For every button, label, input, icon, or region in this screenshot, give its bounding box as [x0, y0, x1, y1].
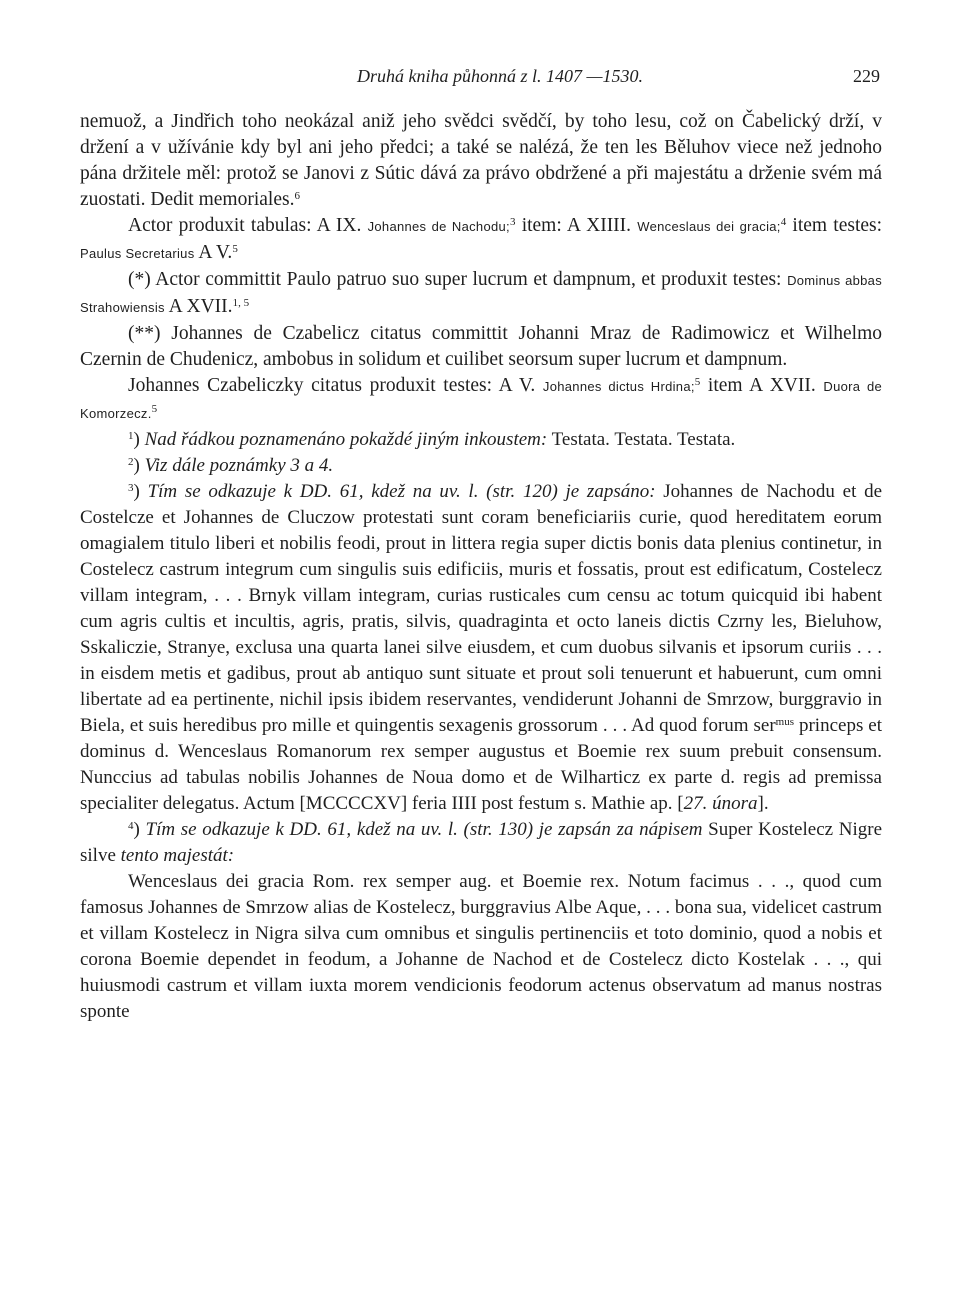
footnote-3: $^3$) Tím se odkazuje k DD. 61, kdež na uv. l. (str. 120) je zapsáno: Johannes de Nachodu et de Costelcze et Johannes de Cluczow protestati sunt coram beneficiariis curie, quod hereditatem eorum omagialem titulo liberi et nobilis feodi, prout in littera regia super dictis bonis data plenius continetur, in Costelecz castrum integrum cum singulis suis edificiis, muris et fossatis, prout est edificatum, Costelecz villam integram, . . . Brnyk villam integram, curias rusticales cum censu ac totum quicquid ibi habent cum agris cultis et incultis, agris, pratis, silvis, quadraginta et octo laneis dictis Czrny les, Bieluhow, Sskaliczie, Stranye, exclusa una quarta lanei silve eiusdem, et cum duobus silvanis et ipsorum curiis . . . in eisdem metis et gadibus, prout ab antiquo sunt situate et prout soli tenuerunt et habuerunt, cum omni libertate ad ea pertinente, nichil ipsis ibidem reservantes, vendiderunt Johanni de Smrzow, burggravio in Biela, et suis heredibus pro mille et quingentis sexagenis grossorum . . . Ad quod forum ser$^{mus}$ princeps et dominus d. Wenceslaus Romanorum rex semper augustus et Boemie rex suum prebuit consensum. Nunccius ad tabulas nobilis Johannes de Noua domo et de Wilharticz ex parte d. regis ad premissa specialiter delegatus. Actum [MCCCCXV] feria IIII post festum s. Mathie ap. [27. února]. [80, 481, 883, 814]
editor-note: Tím se odkazuje k DD. 61, kdež na uv. l. (str. 120) je zapsáno: [147, 481, 656, 502]
page-body [80, 109, 882, 1025]
footnote-ref: 5 [151, 403, 158, 415]
czabelicz-committit-paragraph [80, 321, 882, 373]
actor-tabulas-paragraph [80, 213, 882, 267]
editor-date: 27. února [683, 793, 758, 814]
small-caps-name: Paulus Secretarius [80, 246, 195, 261]
text-run: Wenceslaus dei gracia Rom. rex semper aug. et Boemie rex. Notum facimus . . ., quod cum famosus Johannes de Smrzow alias de Kostelecz, burggravius Albe Aque, . . . bona sua, videlicet castrum et villam Kostelecz in Nigra silva cum omnibus et singulis pertinenciis et toto dominio, quod a nobis et corona Boemie dependet in feodum, a Johanne de Nachod et de Costelecz dicto Kostelak . . ., qui huiusmodi castrum et villam iuxta morem vendicionis feodorum actenus observatum ad manus nostras sponte [80, 871, 882, 1022]
editor-note: Tím se odkazuje k DD. 61, kdež na uv. l. (str. 130) je zapsán za nápisem [145, 819, 703, 840]
text-run: ]. [757, 793, 769, 814]
czabeliczky-testes-paragraph [80, 373, 882, 427]
footnote-1: $^1$) Nad řádkou poznamenáno pokaždé jiným inkoustem: Testata. Testata. Testata. [128, 429, 736, 450]
footnote-mark: 2 [128, 456, 134, 468]
superscript: mus [775, 716, 795, 728]
small-caps-name: Johannes dictus Hrdina; [542, 379, 695, 394]
actor-committit-paragraph [80, 267, 882, 321]
footnote-2: $^2$) Viz dále poznámky 3 a 4. [128, 455, 334, 476]
footnote-ref: 3 [509, 216, 516, 228]
footnote-mark: 4 [128, 820, 134, 832]
text-run: Actor produxit tabulas: A IX. [128, 215, 362, 236]
editor-note: tento majestát: [120, 845, 235, 866]
footnote-ref: 5 [232, 243, 238, 255]
page-number: 229 [853, 66, 880, 86]
small-caps-name: Duora de Komorzecz. [80, 379, 883, 421]
editor-note: Nad řádkou poznamenáno pokaždé jiným inkoustem: [144, 429, 548, 450]
footnote-mark: 1 [128, 430, 134, 442]
text-run: Johannes de Nachodu et de Costelcze et Johannes de Cluczow protestati sunt coram beneficiariis curie, quod hereditatem eorum omagialem titulo liberi et nobilis feodi, prout in littera regia super dictis bonis data plenius continetur, in Costelecz castrum integrum cum singulis suis edificiis, muris et fossatis, prout est edificatum, Costelecz villam integram, . . . Brnyk villam integram, curias rusticales cum censu ac totum quicquid ibi habent cum agris cultis et incultis, agris, pratis, silvis, quadraginta et octo laneis dictis Czrny les, Bieluhow, Sskaliczie, Stranye, exclusa una quarta lanei silve eiusdem, et cum duobus silvanis et ipsorum curiis . . . in eisdem metis et gadibus, prout ab antiquo sunt situate et prout soli tenuerunt et habuerunt, cum omni libertate ad ea pertinente, nichil ipsis ibidem reservantes, vendiderunt Johanni de Smrzow, burggravio in Biela, et suis heredibus pro mille et quingentis sexagenis grossorum . . . Ad quod forum ser [80, 481, 882, 736]
small-caps-name: Wenceslaus dei gracia; [637, 219, 781, 234]
small-caps-name: Johannes de Nachodu; [367, 219, 510, 234]
text-run: princeps et dominus d. Wenceslaus Romanorum rex semper augustus et Boemie rex suum prebuit consensum. Nunccius ad tabulas nobilis Johannes de Noua domo et de Wilharticz ex parte d. regis ad premissa specialiter delegatus. Actum [MCCCCXV] feria IIII post festum s. Mathie ap. [ [80, 715, 883, 814]
text-run: (**) Johannes de Czabelicz citatus committit Johanni Mraz de Radimowicz et Wilhelmo Czernin de Chudenicz, ambobus in solidum et cuilibet seorsum super lucrum et dampnum. [80, 323, 882, 370]
footnote-ref: 5 [694, 376, 701, 388]
text-run: item A XVII. [707, 375, 816, 396]
text-run: item: A XIIII. [521, 215, 632, 236]
footnote-ref: 1, 5 [232, 297, 250, 309]
footnote-ref: 4 [780, 216, 787, 228]
text-run: (*) Actor committit Paulo patruo suo super lucrum et dampnum, et produxit testes: [128, 269, 782, 290]
text-run: item testes: [792, 215, 883, 236]
text-run: A XVII. [168, 296, 233, 317]
running-title: Druhá kniha půhonná z l. 1407 —1530. [356, 66, 643, 86]
small-caps-name: Dominus abbas Strahowiensis [80, 273, 883, 315]
footnote-mark: 3 [128, 482, 134, 494]
editor-note: Viz dále poznámky 3 a 4. [144, 455, 334, 476]
text-run: Johannes Czabeliczky citatus produxit testes: A V. [128, 375, 536, 396]
page-header [80, 66, 880, 92]
verdict-paragraph [80, 109, 882, 213]
footnote-ref: 6 [294, 190, 300, 202]
text-run: A V. [198, 242, 233, 263]
footnote-4: $^4$) Tím se odkazuje k DD. 61, kdež na uv. l. (str. 130) je zapsán za nápisem Super Kostelecz Nigre silve tento majestát: [80, 819, 883, 866]
text-run: Testata. Testata. Testata. [551, 429, 736, 450]
text-run: Super Kostelecz Nigre silve [80, 819, 883, 866]
verdict-text: nemuož, a Jindřich toho neokázal aniž jeho svědci svědčí, by toho lesu, což on Čabelický drží, v držení a v užívánie kdy byl ani jeho předci; a také se nalézá, že ten les Běluhov viece než jednoho pána držitele měl: protož se Janovi z Sútic dává za právo obdržené a při majestátu a drženie svém má zuostati. Dedit memoriales. [80, 111, 882, 210]
footnote-4-quote [80, 869, 882, 1025]
